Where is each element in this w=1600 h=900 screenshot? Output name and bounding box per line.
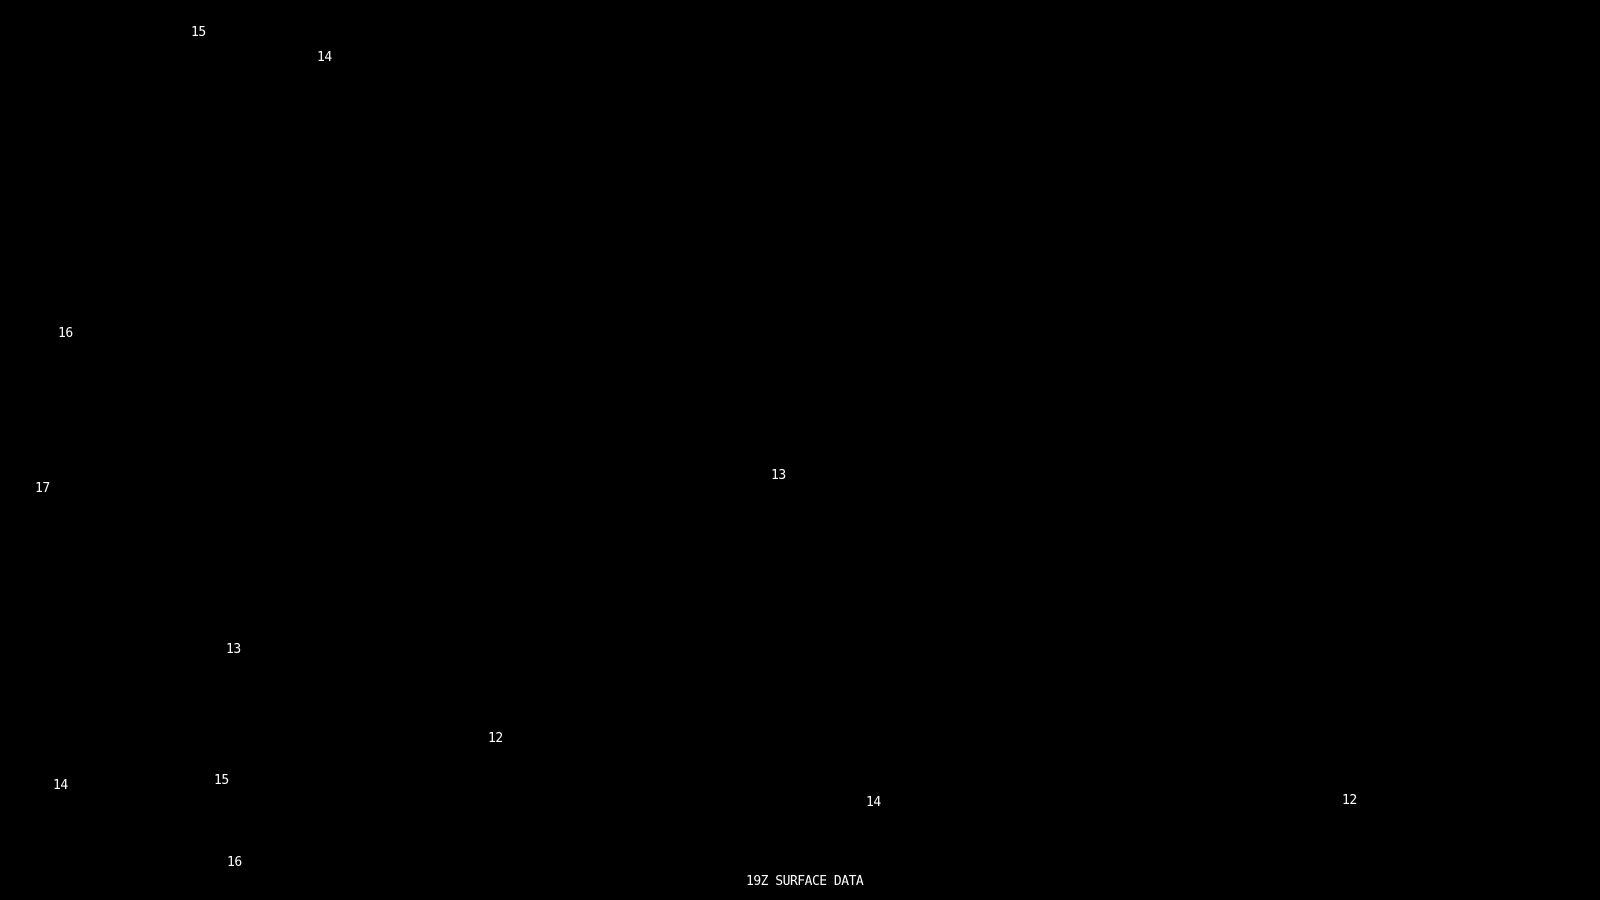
station-temperature-value: 14 (53, 778, 68, 793)
station-temperature-value: 14 (317, 50, 332, 65)
station-temperature-value: 13 (226, 642, 241, 657)
station-temperature-value: 15 (214, 773, 229, 788)
station-temperature-value: 12 (488, 731, 503, 746)
station-temperature-value: 16 (227, 855, 242, 870)
plot-title: 19Z SURFACE DATA (746, 874, 864, 889)
station-temperature-value: 14 (866, 795, 881, 810)
station-temperature-value: 12 (1342, 793, 1357, 808)
station-temperature-value: 15 (191, 25, 206, 40)
station-temperature-value: 13 (771, 468, 786, 483)
station-temperature-value: 17 (35, 481, 50, 496)
station-temperature-value: 16 (58, 326, 73, 341)
